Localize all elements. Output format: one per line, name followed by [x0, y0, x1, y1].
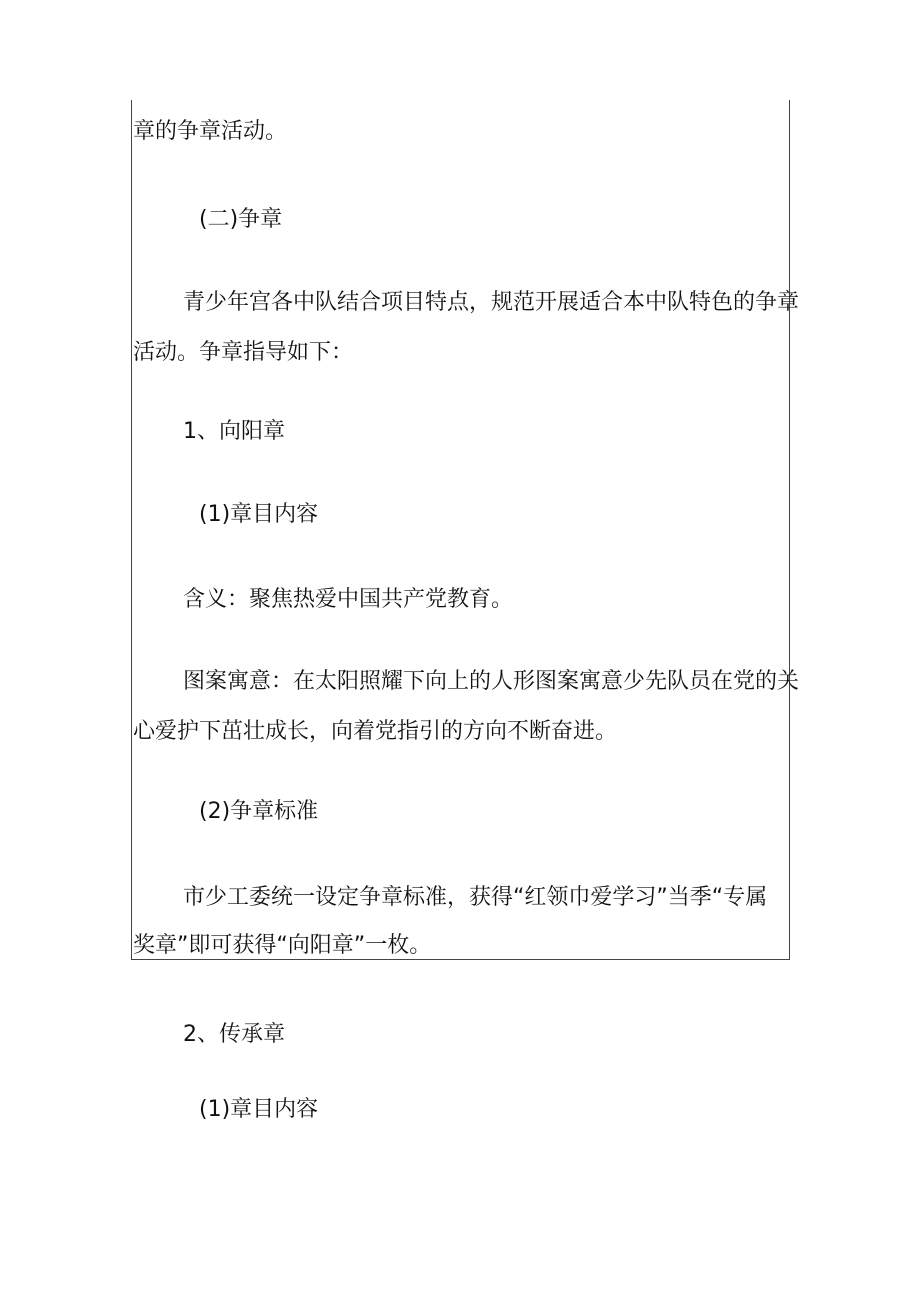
sub-heading: (2)争章标准 [199, 799, 319, 824]
paragraph-line: 青少年宫各中队结合项目特点，规范开展适合本中队特色的争章 [183, 290, 800, 315]
sub-heading: (1)章目内容 [199, 1097, 319, 1122]
paragraph-continuation: 章的争章活动。 [133, 119, 288, 144]
sub-heading: (1)章目内容 [199, 502, 319, 527]
item-title: 2、传承章 [183, 1022, 285, 1047]
paragraph-line: 心爱护下茁壮成长，向着党指引的方向不断奋进。 [133, 719, 618, 744]
section-heading-zhengzhang: (二)争章 [199, 207, 283, 232]
paragraph-line: 图案寓意：在太阳照耀下向上的人形图案寓意少先队员在党的关 [183, 669, 800, 694]
paragraph-line: 含义：聚焦热爱中国共产党教育。 [183, 587, 514, 612]
paragraph-line: 市少工委统一设定争章标准，获得“红领巾爱学习”当季“专属 [183, 885, 768, 910]
item-title: 1、向阳章 [183, 419, 285, 444]
paragraph-line: 奖章”即可获得“向阳章”一枚。 [133, 933, 432, 958]
paragraph-line: 活动。争章指导如下： [133, 340, 354, 365]
